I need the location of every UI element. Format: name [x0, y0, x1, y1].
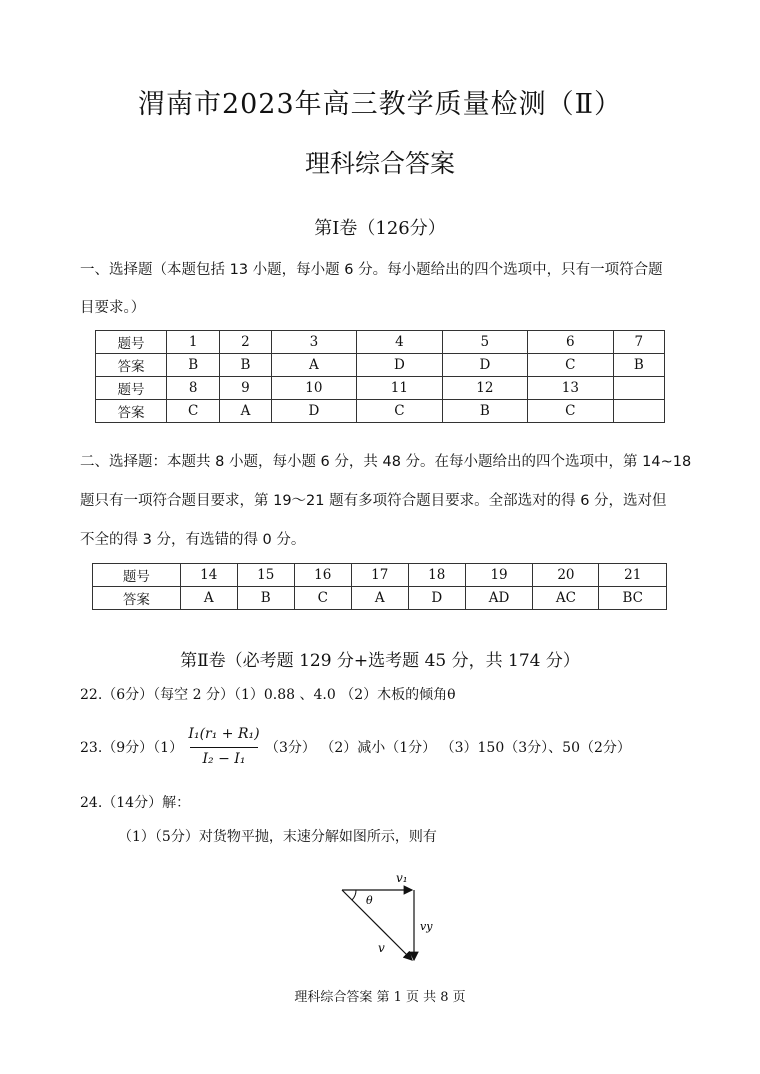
table-cell: B	[613, 354, 664, 377]
table-cell: 14	[180, 564, 237, 587]
page-footer: 理科综合答案 第 1 页 共 8 页	[294, 990, 466, 1005]
section-2-instructions-line-2: 题只有一项符合题目要求，第 19～21 题有多项符合题目要求。全部选对的得 6 分，选对但	[80, 493, 667, 509]
table-cell: 题号	[96, 377, 167, 400]
table-cell: C	[167, 400, 220, 423]
question-24-heading: 24.（14分）解：	[80, 795, 191, 811]
question-23-prefix: 23.（9分）（1）	[80, 740, 184, 756]
question-24-part-1: （1）（5分）对货物平抛，末速分解如图所示，则有	[118, 829, 437, 845]
section-2-instructions-line-1: 二、选择题：本题共 8 小题，每小题 6 分，共 48 分。在每小题给出的四个选项中，第 14~18	[80, 454, 692, 470]
table-cell: 19	[465, 564, 533, 587]
vy-label: vy	[420, 920, 433, 933]
table-cell: 3	[271, 331, 356, 354]
table-cell: BC	[599, 587, 667, 610]
table-row	[96, 354, 665, 377]
question-23-suffix: （3分） （2）减小（1分） （3）150（3分）、50（2分）	[265, 740, 631, 756]
table-cell: A	[271, 354, 356, 377]
table-cell: 题号	[96, 331, 167, 354]
section-2-answer-table	[92, 563, 667, 610]
table-cell: 10	[271, 377, 356, 400]
table-cell: 答案	[96, 400, 167, 423]
table-cell: 17	[351, 564, 408, 587]
table-cell: 18	[408, 564, 465, 587]
table-row	[96, 377, 665, 400]
table-cell: A	[180, 587, 237, 610]
table-cell: C	[357, 400, 442, 423]
table-cell: C	[294, 587, 351, 610]
table-cell: D	[357, 354, 442, 377]
table-cell	[613, 400, 664, 423]
table-cell: B	[442, 400, 527, 423]
table-cell: B	[237, 587, 294, 610]
table-cell: 13	[528, 377, 613, 400]
table-cell: B	[167, 354, 220, 377]
table-cell: 16	[294, 564, 351, 587]
table-cell: 6	[528, 331, 613, 354]
volume-1-heading: 第Ⅰ卷（126分）	[314, 218, 446, 239]
table-cell: AD	[465, 587, 533, 610]
fraction-denominator: I₂ − I₁	[202, 751, 246, 767]
table-cell: 8	[167, 377, 220, 400]
table-cell: D	[408, 587, 465, 610]
table-cell: D	[271, 400, 356, 423]
table-cell: 2	[220, 331, 271, 354]
fraction-numerator: I₁(r₁ + R₁)	[188, 726, 260, 742]
table-row	[96, 331, 665, 354]
table-cell: 7	[613, 331, 664, 354]
page-title: 渭南市2023年高三教学质量检测（Ⅱ）	[137, 89, 623, 120]
table-cell: D	[442, 354, 527, 377]
table-row	[93, 587, 667, 610]
table-cell: B	[220, 354, 271, 377]
volume-2-heading: 第Ⅱ卷（必考题 129 分+选考题 45 分，共 174 分）	[180, 651, 580, 671]
v-label: v	[378, 941, 385, 955]
table-cell: 20	[533, 564, 599, 587]
section-1-instructions-line-1: 一、选择题（本题包括 13 小题，每小题 6 分。每小题给出的四个选项中，只有一项符合题	[80, 262, 663, 278]
theta-label: θ	[366, 894, 373, 907]
table-cell: A	[351, 587, 408, 610]
table-cell: 答案	[96, 354, 167, 377]
table-cell: 1	[167, 331, 220, 354]
table-cell: 9	[220, 377, 271, 400]
table-cell: AC	[533, 587, 599, 610]
table-cell: 12	[442, 377, 527, 400]
section-1-answer-table	[95, 330, 665, 423]
table-cell: 15	[237, 564, 294, 587]
table-cell: 5	[442, 331, 527, 354]
table-cell: 21	[599, 564, 667, 587]
theta-arc	[352, 890, 356, 900]
table-cell	[613, 377, 664, 400]
table-cell: 4	[357, 331, 442, 354]
question-22-answer: 22.（6分）（每空 2 分）（1）0.88 、4.0 （2）木板的倾角θ	[80, 687, 456, 703]
section-2-instructions-line-3: 不全的得 3 分，有选错的得 0 分。	[80, 532, 306, 548]
table-cell: 11	[357, 377, 442, 400]
velocity-decomposition-diagram	[330, 862, 440, 972]
table-row	[96, 400, 665, 423]
table-cell: 答案	[93, 587, 181, 610]
v-arrow	[342, 890, 412, 960]
table-cell: C	[528, 400, 613, 423]
page-subtitle: 理科综合答案	[304, 149, 455, 178]
v1-label: v₁	[396, 871, 408, 885]
table-cell: 题号	[93, 564, 181, 587]
table-row	[93, 564, 667, 587]
table-cell: C	[528, 354, 613, 377]
section-1-instructions-line-2: 目要求。）	[80, 300, 146, 316]
table-cell: A	[220, 400, 271, 423]
fraction-bar	[190, 747, 258, 748]
